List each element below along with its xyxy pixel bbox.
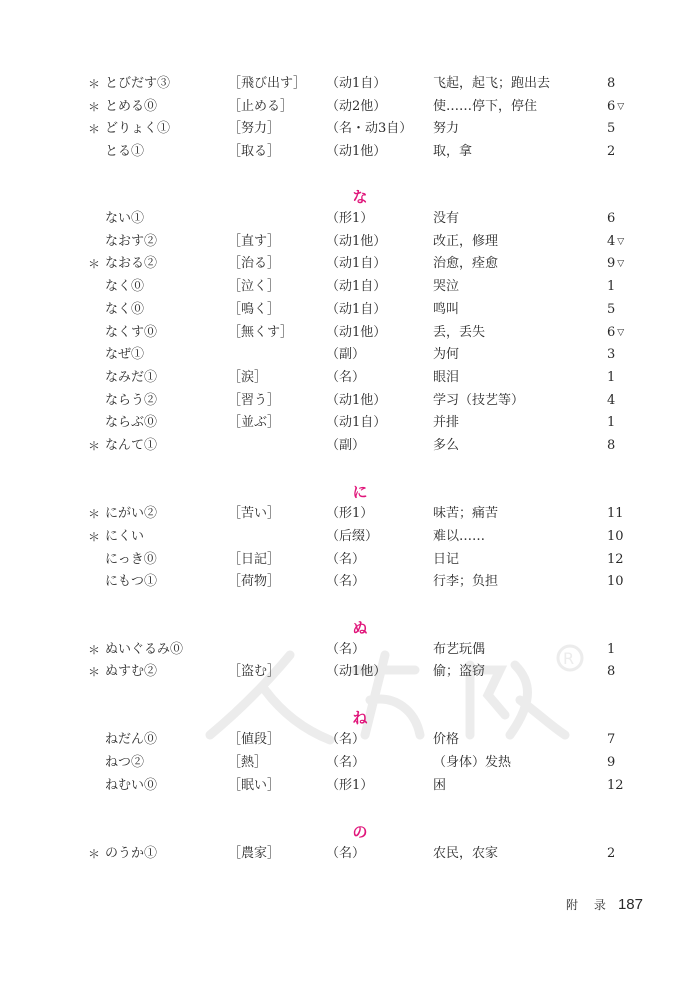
entry-star-text: ＊ <box>88 100 101 114</box>
entry-word-text: なく⓪ <box>105 302 145 317</box>
entry-meaning <box>433 752 511 774</box>
entry-word-text: とびだす③ <box>105 76 171 91</box>
glossary-entry <box>0 661 695 683</box>
entry-meaning-text: 学习（技艺等） <box>433 393 525 408</box>
entry-star <box>88 96 100 118</box>
section-heading: に <box>352 483 368 501</box>
glossary-entry <box>0 752 695 774</box>
entry-meaning-text: 努力 <box>433 121 460 136</box>
section-heading: ね <box>352 709 368 727</box>
entry-lesson-text: 4 <box>607 234 616 249</box>
entry-word <box>105 412 157 434</box>
entry-word-text: にもつ① <box>105 574 158 589</box>
entry-lesson-text: 1 <box>607 415 616 430</box>
entry-word <box>105 253 157 275</box>
entry-meaning-text: 农民，农家 <box>433 846 499 861</box>
glossary-entry <box>0 526 695 548</box>
glossary-entry <box>0 208 695 230</box>
entry-meaning-text: 多么 <box>433 438 460 453</box>
entry-word-text: なおる② <box>105 256 158 271</box>
entry-kanji-text: ［努力］ <box>228 121 281 136</box>
entry-word <box>105 344 144 366</box>
entry-pos <box>326 549 365 571</box>
entry-word <box>105 367 157 389</box>
entry-kanji-text: ［鳴く］ <box>228 302 281 317</box>
entry-lesson <box>607 571 626 593</box>
glossary-entry <box>0 435 695 457</box>
entry-meaning <box>433 412 459 434</box>
entry-pos-text: （动1自） <box>326 415 387 430</box>
entry-star <box>88 503 100 525</box>
entry-word <box>105 752 144 774</box>
entry-lesson-text: 1 <box>607 279 616 294</box>
entry-kanji <box>228 367 267 389</box>
entry-lesson-text: 10 <box>607 574 624 589</box>
entry-pos <box>326 435 365 457</box>
entry-kanji-text: ［並ぶ］ <box>228 415 281 430</box>
entry-word <box>105 639 183 661</box>
entry-meaning-text: 没有 <box>433 211 460 226</box>
entry-pos <box>326 322 386 344</box>
entry-word-text: のうか① <box>105 846 158 861</box>
entry-kanji <box>228 752 267 774</box>
entry-pos-text: （动1自） <box>326 76 387 91</box>
page-number: 187 <box>617 896 643 913</box>
glossary-entry <box>0 843 695 865</box>
entry-meaning <box>433 322 485 344</box>
entry-lesson <box>607 141 617 163</box>
entry-lesson-text: 2 <box>607 846 616 861</box>
entry-star <box>88 253 100 275</box>
entry-word <box>105 208 144 230</box>
entry-pos-text: （副） <box>326 347 366 362</box>
glossary-entry <box>0 276 695 298</box>
entry-kanji <box>228 549 280 571</box>
entry-word-text: なく⓪ <box>105 279 145 294</box>
entry-pos <box>326 96 386 118</box>
entry-pos-text: （动1他） <box>326 234 387 249</box>
entry-pos <box>326 775 373 797</box>
entry-word <box>105 276 144 298</box>
entry-meaning-text: 丢，丢失 <box>433 325 486 340</box>
entry-lesson <box>607 639 617 661</box>
entry-lesson <box>607 843 617 865</box>
entry-kanji <box>228 843 280 865</box>
entry-pos-text: （名） <box>326 574 366 589</box>
entry-meaning-text: 困 <box>433 778 447 793</box>
entry-pos-text: （副） <box>326 438 366 453</box>
entry-kanji-text: ［日記］ <box>228 552 281 567</box>
entry-kanji-text: ［泣く］ <box>228 279 281 294</box>
glossary-entry <box>0 141 695 163</box>
entry-word <box>105 503 157 525</box>
entry-pos-text: （名） <box>326 732 366 747</box>
glossary-entry <box>0 503 695 525</box>
entry-lesson-text: 6 <box>607 99 616 114</box>
entry-pos <box>326 390 386 412</box>
entry-pos <box>326 367 365 389</box>
glossary-entry <box>0 729 695 751</box>
entry-lesson-text: 11 <box>607 506 624 521</box>
entry-pos-text: （动1他） <box>326 325 387 340</box>
entry-meaning-text: 哭泣 <box>433 279 460 294</box>
entry-meaning <box>433 775 446 797</box>
entry-word-text: ならう② <box>105 393 158 408</box>
entry-kanji <box>228 412 280 434</box>
entry-pos-text: （动1他） <box>326 664 387 679</box>
entry-lesson-text: 1 <box>607 370 616 385</box>
entry-word-text: なくす⓪ <box>105 325 158 340</box>
entry-meaning <box>433 141 472 163</box>
entry-word-text: なみだ① <box>105 370 158 385</box>
entry-lesson-text: 12 <box>607 552 624 567</box>
entry-kanji <box>228 253 280 275</box>
entry-kanji-text: ［止める］ <box>228 99 294 114</box>
entry-meaning <box>433 208 459 230</box>
review-mark-icon: ▽ <box>617 259 625 269</box>
entry-lesson <box>607 253 624 275</box>
entry-lesson <box>607 208 617 230</box>
entry-lesson-text: 5 <box>607 302 616 317</box>
entry-meaning <box>433 96 537 118</box>
entry-word-text: とる① <box>105 144 145 159</box>
entry-pos <box>326 752 365 774</box>
entry-word-text: ねだん⓪ <box>105 732 158 747</box>
entry-word-text: ならぶ⓪ <box>105 415 158 430</box>
entry-meaning <box>433 344 459 366</box>
entry-word-text: にくい <box>105 529 145 544</box>
entry-lesson <box>607 96 624 118</box>
entry-meaning <box>433 526 485 548</box>
entry-meaning-text: 日记 <box>433 552 460 567</box>
section-heading: な <box>352 188 368 206</box>
entry-meaning-text: 味苦；痛苦 <box>433 506 499 521</box>
entry-kanji <box>228 141 280 163</box>
entry-star-text: ＊ <box>88 507 101 521</box>
entry-meaning <box>433 390 524 412</box>
glossary-entry <box>0 549 695 571</box>
glossary-entry <box>0 390 695 412</box>
entry-pos <box>326 843 365 865</box>
section-heading: の <box>352 823 368 841</box>
entry-word <box>105 435 157 457</box>
entry-word <box>105 73 170 95</box>
entry-star-text: ＊ <box>88 665 101 679</box>
entry-word <box>105 141 144 163</box>
entry-kanji <box>228 118 280 140</box>
entry-word <box>105 661 157 683</box>
entry-pos <box>326 344 365 366</box>
entry-lesson <box>607 276 617 298</box>
entry-kanji <box>228 571 280 593</box>
entry-lesson-text: 5 <box>607 121 616 136</box>
entry-lesson <box>607 729 617 751</box>
entry-star-text: ＊ <box>88 847 101 861</box>
entry-kanji <box>228 322 293 344</box>
entry-meaning-text: 飞起，起飞；跑出去 <box>433 76 551 91</box>
entry-kanji-text: ［苦い］ <box>228 506 281 521</box>
entry-lesson <box>607 752 617 774</box>
entry-pos <box>326 526 378 548</box>
entry-meaning <box>433 549 459 571</box>
entry-kanji-text: ［直す］ <box>228 234 281 249</box>
entry-lesson <box>607 775 626 797</box>
entry-pos-text: （动1他） <box>326 393 387 408</box>
entry-star <box>88 435 100 457</box>
entry-kanji-text: ［取る］ <box>228 144 281 159</box>
entry-pos-text: （动1他） <box>326 144 387 159</box>
entry-lesson-text: 8 <box>607 664 616 679</box>
entry-kanji <box>228 276 280 298</box>
entry-lesson <box>607 344 617 366</box>
entry-kanji <box>228 73 306 95</box>
entry-lesson-text: 9 <box>607 256 616 271</box>
entry-pos <box>326 661 386 683</box>
glossary-entry <box>0 775 695 797</box>
entry-word-text: なぜ① <box>105 347 145 362</box>
entry-lesson-text: 1 <box>607 642 616 657</box>
entry-kanji-text: ［眠い］ <box>228 778 281 793</box>
glossary-entry <box>0 571 695 593</box>
entry-pos <box>326 118 412 140</box>
entry-word <box>105 843 157 865</box>
entry-meaning <box>433 661 485 683</box>
entry-pos-text: （名） <box>326 846 366 861</box>
entry-kanji <box>228 729 280 751</box>
glossary-entry <box>0 367 695 389</box>
entry-star-text: ＊ <box>88 530 101 544</box>
entry-pos <box>326 208 373 230</box>
entry-meaning-text: 治愈，痊愈 <box>433 256 499 271</box>
entry-lesson <box>607 549 626 571</box>
entry-meaning <box>433 367 459 389</box>
entry-meaning-text: 布艺玩偶 <box>433 642 486 657</box>
glossary-entry <box>0 322 695 344</box>
glossary-entry <box>0 118 695 140</box>
entry-lesson <box>607 367 617 389</box>
glossary-entry <box>0 639 695 661</box>
entry-lesson <box>607 231 624 253</box>
entry-star-text: ＊ <box>88 77 101 91</box>
entry-word <box>105 231 157 253</box>
entry-lesson-text: 7 <box>607 732 616 747</box>
glossary-entry <box>0 73 695 95</box>
entry-word-text: とめる⓪ <box>105 99 158 114</box>
entry-word-text: ぬすむ② <box>105 664 158 679</box>
entry-meaning <box>433 503 498 525</box>
review-mark-icon: ▽ <box>617 102 625 112</box>
entry-star <box>88 639 100 661</box>
entry-meaning-text: 取，拿 <box>433 144 473 159</box>
entry-kanji-text: ［習う］ <box>228 393 281 408</box>
entry-lesson-text: 2 <box>607 144 616 159</box>
entry-pos <box>326 639 365 661</box>
entry-kanji <box>228 231 280 253</box>
entry-kanji <box>228 299 280 321</box>
entry-star-text: ＊ <box>88 643 101 657</box>
entry-kanji-text: ［盗む］ <box>228 664 281 679</box>
entry-meaning <box>433 299 459 321</box>
entry-meaning <box>433 843 498 865</box>
entry-meaning <box>433 253 498 275</box>
glossary-entry <box>0 412 695 434</box>
entry-lesson <box>607 390 617 412</box>
entry-star <box>88 526 100 548</box>
entry-lesson-text: 12 <box>607 778 624 793</box>
entry-kanji <box>228 661 280 683</box>
entry-kanji-text: ［飛び出す］ <box>228 76 307 91</box>
entry-meaning-text: 使……停下，停住 <box>433 99 538 114</box>
entry-pos <box>326 729 365 751</box>
entry-meaning-text: （身体）发热 <box>433 755 512 770</box>
entry-pos-text: （名・动3自） <box>326 121 413 136</box>
entry-kanji-text: ［農家］ <box>228 846 281 861</box>
entry-word <box>105 322 157 344</box>
entry-pos-text: （动1自） <box>326 256 387 271</box>
entry-meaning-text: 偷；盗窃 <box>433 664 486 679</box>
entry-lesson <box>607 118 617 140</box>
entry-star <box>88 843 100 865</box>
entry-meaning <box>433 435 459 457</box>
entry-pos <box>326 253 386 275</box>
entry-lesson-text: 9 <box>607 755 616 770</box>
entry-word-text: なんて① <box>105 438 158 453</box>
entry-meaning <box>433 276 459 298</box>
entry-lesson <box>607 503 626 525</box>
entry-word <box>105 390 157 412</box>
entry-lesson <box>607 526 626 548</box>
entry-pos-text: （名） <box>326 642 366 657</box>
entry-meaning <box>433 73 550 95</box>
entry-lesson-text: 8 <box>607 438 616 453</box>
entry-word <box>105 526 144 548</box>
entry-word-text: なおす② <box>105 234 158 249</box>
entry-lesson-text: 6 <box>607 211 616 226</box>
entry-meaning-text: 行李；负担 <box>433 574 499 589</box>
entry-pos <box>326 73 386 95</box>
entry-word <box>105 96 157 118</box>
entry-lesson <box>607 73 617 95</box>
glossary-entry <box>0 344 695 366</box>
entry-meaning-text: 改正，修理 <box>433 234 499 249</box>
entry-pos-text: （动1自） <box>326 302 387 317</box>
entry-star-text: ＊ <box>88 257 101 271</box>
entry-lesson <box>607 435 617 457</box>
entry-lesson <box>607 661 617 683</box>
entry-pos <box>326 299 386 321</box>
entry-kanji <box>228 775 280 797</box>
entry-word <box>105 729 157 751</box>
entry-kanji <box>228 503 280 525</box>
entry-word-text: にがい② <box>105 506 158 521</box>
entry-pos-text: （后缀） <box>326 529 379 544</box>
page-footer <box>566 896 643 913</box>
entry-kanji-text: ［熱］ <box>228 755 268 770</box>
entry-kanji <box>228 96 293 118</box>
entry-meaning-text: 眼泪 <box>433 370 460 385</box>
entry-pos-text: （名） <box>326 370 366 385</box>
svg-text:R: R <box>563 649 575 668</box>
entry-star <box>88 73 100 95</box>
entry-meaning-text: 价格 <box>433 732 460 747</box>
entry-lesson-text: 6 <box>607 325 616 340</box>
entry-lesson-text: 4 <box>607 393 616 408</box>
entry-kanji-text: ［治る］ <box>228 256 281 271</box>
entry-word-text: ない① <box>105 211 145 226</box>
entry-word <box>105 775 157 797</box>
entry-star <box>88 118 100 140</box>
entry-pos-text: （形1） <box>326 506 374 521</box>
entry-lesson-text: 8 <box>607 76 616 91</box>
entry-kanji-text: ［涙］ <box>228 370 268 385</box>
glossary-entry <box>0 253 695 275</box>
entry-meaning <box>433 729 459 751</box>
entry-pos <box>326 141 386 163</box>
entry-lesson-text: 3 <box>607 347 616 362</box>
entry-word <box>105 549 157 571</box>
entry-pos <box>326 276 386 298</box>
entry-word-text: にっき⓪ <box>105 552 157 567</box>
entry-meaning-text: 为何 <box>433 347 460 362</box>
entry-word <box>105 118 170 140</box>
entry-meaning <box>433 118 459 140</box>
glossary-entry <box>0 299 695 321</box>
glossary-entry <box>0 231 695 253</box>
entry-meaning-text: 难以…… <box>433 529 486 544</box>
entry-pos-text: （动1自） <box>326 279 387 294</box>
entry-word-text: どりょく① <box>105 121 171 136</box>
entry-pos-text: （动2他） <box>326 99 387 114</box>
entry-kanji-text: ［無くす］ <box>228 325 294 340</box>
entry-pos <box>326 571 365 593</box>
entry-meaning-text: 并排 <box>433 415 460 430</box>
entry-star <box>88 661 100 683</box>
entry-meaning <box>433 231 498 253</box>
entry-pos-text: （形1） <box>326 211 374 226</box>
entry-kanji-text: ［荷物］ <box>228 574 281 589</box>
entry-pos-text: （名） <box>326 755 366 770</box>
entry-word-text: ぬいぐるみ⓪ <box>105 642 184 657</box>
entry-word <box>105 571 157 593</box>
glossary-entry <box>0 96 695 118</box>
entry-word <box>105 299 144 321</box>
entry-pos <box>326 503 373 525</box>
entry-word-text: ねつ② <box>105 755 145 770</box>
entry-pos <box>326 231 386 253</box>
review-mark-icon: ▽ <box>617 328 625 338</box>
section-heading: ぬ <box>352 619 368 637</box>
review-mark-icon: ▽ <box>617 237 625 247</box>
entry-lesson-text: 10 <box>607 529 624 544</box>
entry-word-text: ねむい⓪ <box>105 778 158 793</box>
entry-star-text: ＊ <box>88 122 101 136</box>
entry-pos-text: （名） <box>326 552 366 567</box>
entry-lesson <box>607 299 617 321</box>
entry-star-text: ＊ <box>88 439 101 453</box>
entry-pos <box>326 412 386 434</box>
entry-kanji <box>228 390 280 412</box>
entry-lesson <box>607 412 617 434</box>
footer-label: 附 录 <box>566 898 612 912</box>
entry-meaning <box>433 571 498 593</box>
entry-lesson <box>607 322 624 344</box>
entry-meaning <box>433 639 485 661</box>
entry-pos-text: （形1） <box>326 778 374 793</box>
entry-meaning-text: 鸣叫 <box>433 302 460 317</box>
entry-kanji-text: ［値段］ <box>228 732 281 747</box>
